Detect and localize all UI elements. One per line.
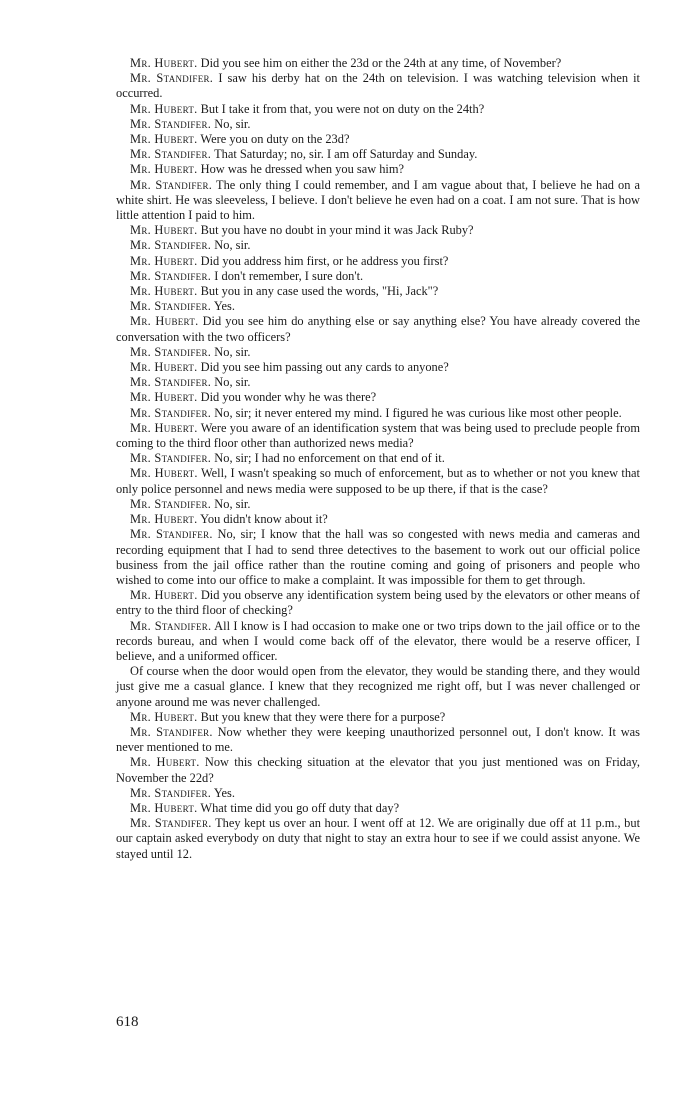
speaker-name: Mr. Standifer. xyxy=(130,527,213,542)
speaker-name: Mr. Standifer. xyxy=(130,299,212,314)
speaker-name: Mr. Hubert. xyxy=(130,132,198,147)
testimony-paragraph xyxy=(116,345,640,360)
testimony-paragraph xyxy=(116,223,640,238)
testimony-paragraph xyxy=(116,619,640,665)
testimony-paragraph xyxy=(116,375,640,390)
testimony-text: Well, I wasn't speaking so much of enforcement, but as to whether or not you knew that only police personnel and news media were supposed to be up there, if that is the case? xyxy=(116,466,640,496)
speaker-name: Mr. Hubert. xyxy=(130,420,198,435)
testimony-text: Were you aware of an identification system that was being used to preclude people from coming to the third floor other than authorized news media? xyxy=(116,420,640,451)
testimony-text: They kept us over an hour. I went off at 12. We are originally due off at 11 p.m., but our captain asked everybody on duty that night to stay an extra hour to see if we could assist anyone. We stayed until 12. xyxy=(116,816,641,861)
testimony-paragraph xyxy=(116,238,640,253)
testimony-paragraph xyxy=(116,132,640,147)
testimony-text: Yes. xyxy=(213,785,235,800)
testimony-text: Did you address him first, or he address you first? xyxy=(200,253,449,268)
speaker-name: Mr. Hubert. xyxy=(130,755,200,770)
testimony-paragraph xyxy=(116,664,640,710)
testimony-paragraph xyxy=(116,147,640,162)
testimony-text: No, sir; I know that the hall was so congested with news media and cameras and recording equipment that I had to send three detectives to the basement to work out our official police business from the jail office rather than the routine coming and going of prisoners and people who wished to come into our office to make a complaint. It was impossible for them to get through. xyxy=(116,527,640,587)
testimony-text: No, sir; it never entered my mind. I figured he was curious like most other people. xyxy=(214,405,622,420)
testimony-paragraph xyxy=(116,421,640,451)
testimony-paragraph xyxy=(116,162,640,177)
speaker-name: Mr. Standifer. xyxy=(130,724,213,739)
testimony-paragraph xyxy=(116,314,640,344)
testimony-text: No, sir. xyxy=(214,344,251,359)
testimony-text: Of course when the door would open from the elevator, they would be standing there, and they would just give me a casual glance. I knew that they recognized me right off, but I was never challenged or anyone around me was never challenged. xyxy=(116,664,640,709)
speaker-name: Mr. Hubert. xyxy=(130,512,198,527)
testimony-text: Did you observe any identification system being used by the elevators or other means of entry to the third floor of checking? xyxy=(116,588,640,618)
speaker-name: Mr. Standifer. xyxy=(130,375,212,390)
speaker-name: Mr. Standifer. xyxy=(130,71,214,86)
testimony-paragraph xyxy=(116,360,640,375)
speaker-name: Mr. Standifer. xyxy=(130,618,212,633)
testimony-paragraph xyxy=(116,390,640,405)
speaker-name: Mr. Hubert. xyxy=(130,360,198,375)
speaker-name: Mr. Hubert. xyxy=(130,101,198,116)
testimony-text: Did you see him do anything else or say anything else? You have already covered the conversation with the two officers? xyxy=(116,314,640,344)
testimony-text: Now whether they were keeping unauthorized personnel out, I don't know. It was never mentioned to me. xyxy=(116,724,640,755)
speaker-name: Mr. Standifer. xyxy=(130,177,213,192)
testimony-paragraph xyxy=(116,178,640,224)
speaker-name: Mr. Standifer. xyxy=(130,268,212,283)
testimony-text: But you have no doubt in your mind it was Jack Ruby? xyxy=(200,223,474,238)
speaker-name: Mr. Hubert. xyxy=(130,390,198,405)
testimony-text: Yes. xyxy=(213,299,235,314)
speaker-name: Mr. Standifer. xyxy=(130,451,212,466)
testimony-text: You didn't know about it? xyxy=(200,512,328,527)
testimony-paragraph xyxy=(116,284,640,299)
testimony-paragraph xyxy=(116,816,640,862)
speaker-name: Mr. Standifer. xyxy=(130,147,212,162)
testimony-paragraph xyxy=(116,406,640,421)
testimony-text: No, sir. xyxy=(214,496,251,511)
testimony-paragraph xyxy=(116,801,640,816)
testimony-paragraph xyxy=(116,71,640,101)
testimony-text: Did you see him passing out any cards to anyone? xyxy=(200,360,449,375)
testimony-paragraph xyxy=(116,299,640,314)
speaker-name: Mr. Hubert. xyxy=(130,253,198,268)
testimony-paragraph xyxy=(116,497,640,512)
testimony-paragraph xyxy=(116,588,640,618)
testimony-paragraph xyxy=(116,466,640,496)
speaker-name: Mr. Standifer. xyxy=(130,116,212,131)
transcript-page xyxy=(116,56,640,862)
testimony-text: But you in any case used the words, "Hi, Jack"? xyxy=(200,284,439,299)
speaker-name: Mr. Hubert. xyxy=(130,466,198,481)
testimony-text: I saw his derby hat on the 24th on television. I was watching television when it occurred. xyxy=(116,71,641,101)
speaker-name: Mr. Hubert. xyxy=(130,314,199,329)
testimony-paragraph xyxy=(116,56,640,71)
speaker-name: Mr. Standifer. xyxy=(130,238,212,253)
testimony-text: Now this checking situation at the elevator that you just mentioned was on Friday, November the 22d? xyxy=(116,755,640,785)
speaker-name: Mr. Hubert. xyxy=(130,162,198,177)
testimony-paragraph xyxy=(116,102,640,117)
testimony-text: But you knew that they were there for a purpose? xyxy=(200,709,446,724)
speaker-name: Mr. Hubert. xyxy=(130,800,198,815)
speaker-name: Mr. Hubert. xyxy=(130,284,198,299)
testimony-paragraph xyxy=(116,786,640,801)
testimony-text: No, sir. xyxy=(214,238,251,253)
testimony-text: Were you on duty on the 23d? xyxy=(200,132,350,147)
testimony-paragraph xyxy=(116,527,640,588)
speaker-name: Mr. Standifer. xyxy=(130,344,212,359)
testimony-text: I don't remember, I sure don't. xyxy=(214,268,364,283)
testimony-text: Did you wonder why he was there? xyxy=(200,390,377,405)
testimony-text: What time did you go off duty that day? xyxy=(200,800,400,815)
testimony-paragraph xyxy=(116,451,640,466)
testimony-text: But I take it from that, you were not on duty on the 24th? xyxy=(200,101,485,116)
testimony-paragraph xyxy=(116,254,640,269)
page-number: 618 xyxy=(116,1014,139,1030)
speaker-name: Mr. Hubert. xyxy=(130,709,198,724)
testimony-text: No, sir. xyxy=(214,116,251,131)
speaker-name: Mr. Standifer. xyxy=(130,785,212,800)
testimony-text: No, sir; I had no enforcement on that end of it. xyxy=(214,451,445,466)
speaker-name: Mr. Standifer. xyxy=(130,405,212,420)
testimony-paragraph xyxy=(116,269,640,284)
testimony-paragraph xyxy=(116,512,640,527)
speaker-name: Mr. Hubert. xyxy=(130,223,198,238)
testimony-text: How was he dressed when you saw him? xyxy=(200,162,405,177)
testimony-paragraph xyxy=(116,755,640,785)
testimony-text: Did you see him on either the 23d or the 24th at any time, of November? xyxy=(200,56,562,70)
testimony-text: No, sir. xyxy=(214,375,251,390)
testimony-paragraph xyxy=(116,117,640,132)
speaker-name: Mr. Hubert. xyxy=(130,56,198,70)
testimony-paragraph xyxy=(116,710,640,725)
testimony-text: All I know is I had occasion to make one or two trips down to the jail office or to the records bureau, and when I would come back off of the elevator, there would be a reserve officer, I believe, and a uniformed officer. xyxy=(116,618,640,663)
speaker-name: Mr. Standifer. xyxy=(130,496,212,511)
testimony-paragraph xyxy=(116,725,640,755)
speaker-name: Mr. Standifer. xyxy=(130,816,212,831)
testimony-text: The only thing I could remember, and I am vague about that, I believe he had on a white shirt. He was sleeveless, I believe. I don't believe he even had on a coat. I am not sure. That is how little attention I paid to him. xyxy=(116,177,640,223)
testimony-text: That Saturday; no, sir. I am off Saturday and Sunday. xyxy=(214,147,478,162)
speaker-name: Mr. Hubert. xyxy=(130,588,198,603)
